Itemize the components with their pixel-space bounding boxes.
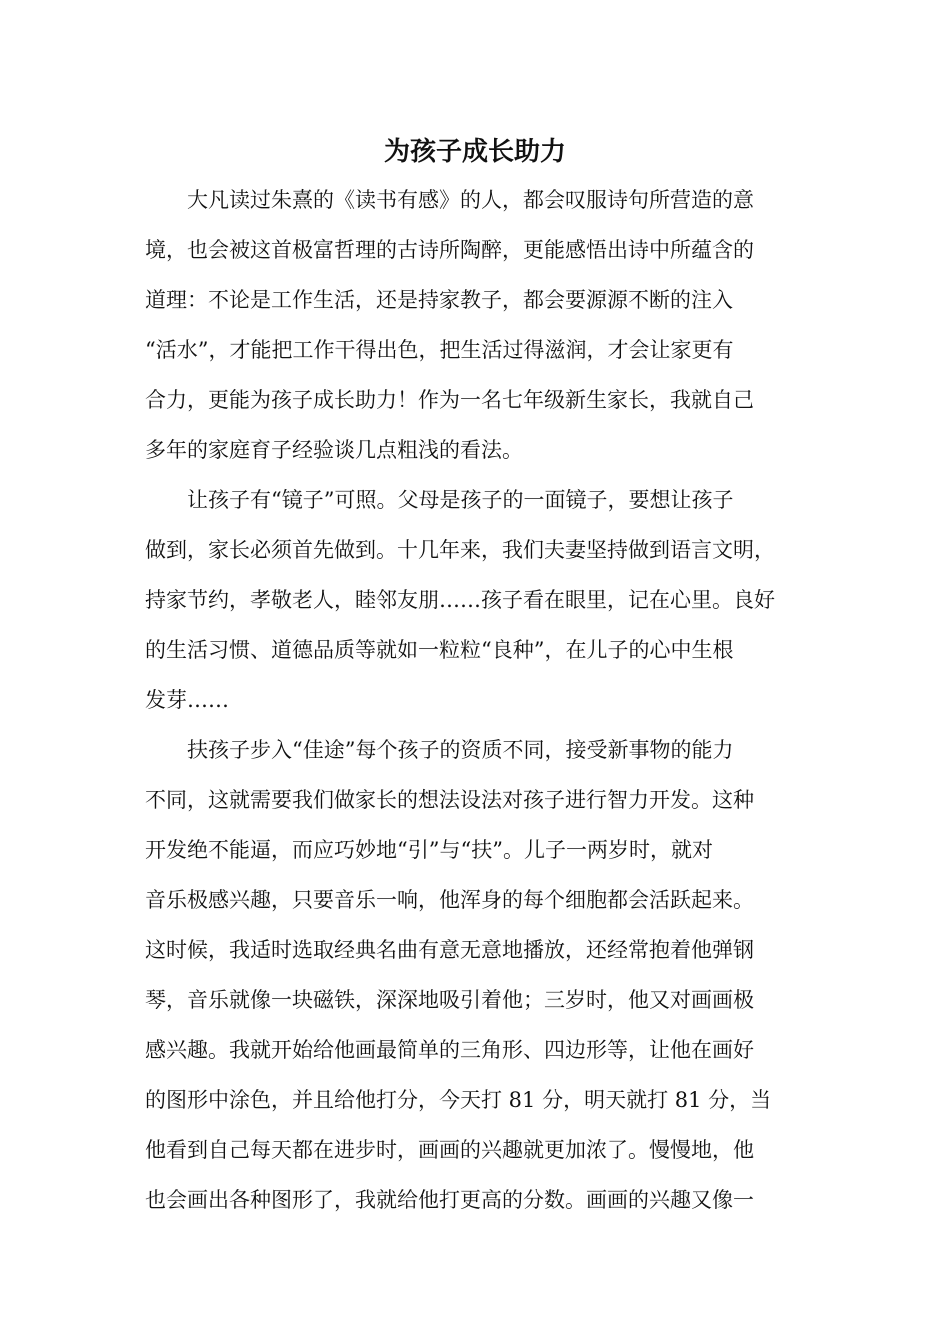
paragraph-2-line-4: 的生活习惯、道德品质等就如一粒粒“良种”，在儿子的心中生根 [145,638,734,662]
paragraph-2-line-1: 让孩子有“镜子”可照。父母是孩子的一面镜子，要想让孩子 [187,488,734,512]
paragraph-2-line-2: 做到，家长必须首先做到。十几年来，我们夫妻坚持做到语言文明， [145,538,775,562]
paragraph-3-line-2: 不同，这就需要我们做家长的想法设法对孩子进行智力开发。这种 [145,788,754,812]
paragraph-1-line-4: “活水”，才能把工作干得出色，把生活过得滋润，才会让家更有 [145,338,734,362]
paragraph-3-line-4: 音乐极感兴趣，只要音乐一响，他浑身的每个细胞都会活跃起来。 [145,888,754,912]
paragraph-1-line-1: 大凡读过朱熹的《读书有感》的人，都会叹服诗句所营造的意 [187,188,754,212]
paragraph-1-line-6: 多年的家庭育子经验谈几点粗浅的看法。 [145,438,523,462]
paragraph-3-line-10: 也会画出各种图形了，我就给他打更高的分数。画画的兴趣又像一 [145,1188,754,1212]
page-title: 为孩子成长助力 [383,137,566,167]
paragraph-3-line-6: 琴，音乐就像一块磁铁，深深地吸引着他；三岁时，他又对画画极 [145,988,754,1012]
paragraph-2-line-5: 发芽…… [145,688,229,712]
paragraph-2-line-3: 持家节约，孝敬老人，睦邻友朋……孩子看在眼里，记在心里。良好 [145,588,775,612]
paragraph-3-line-7: 感兴趣。我就开始给他画最简单的三角形、四边形等，让他在画好 [145,1038,754,1062]
paragraph-3-line-3: 开发绝不能逼，而应巧妙地“引”与“扶”。儿子一两岁时，就对 [145,838,713,862]
paragraph-3-line-9: 他看到自己每天都在进步时，画画的兴趣就更加浓了。慢慢地，他 [145,1138,754,1162]
paragraph-3-line-5: 这时候，我适时选取经典名曲有意无意地播放，还经常抱着他弹钢 [145,938,754,962]
paragraph-1-line-5: 合力，更能为孩子成长助力！作为一名七年级新生家长，我就自己 [145,388,754,412]
paragraph-3-line-1: 扶孩子步入“佳途”每个孩子的资质不同，接受新事物的能力 [187,738,734,762]
paragraph-3-line-8: 的图形中涂色，并且给他打分，今天打 81 分，明天就打 81 分，当 [145,1088,772,1112]
paragraph-1-line-3: 道理：不论是工作生活，还是持家教子，都会要源源不断的注入 [145,288,733,312]
paragraph-1-line-2: 境，也会被这首极富哲理的古诗所陶醉，更能感悟出诗中所蕴含的 [145,238,754,262]
